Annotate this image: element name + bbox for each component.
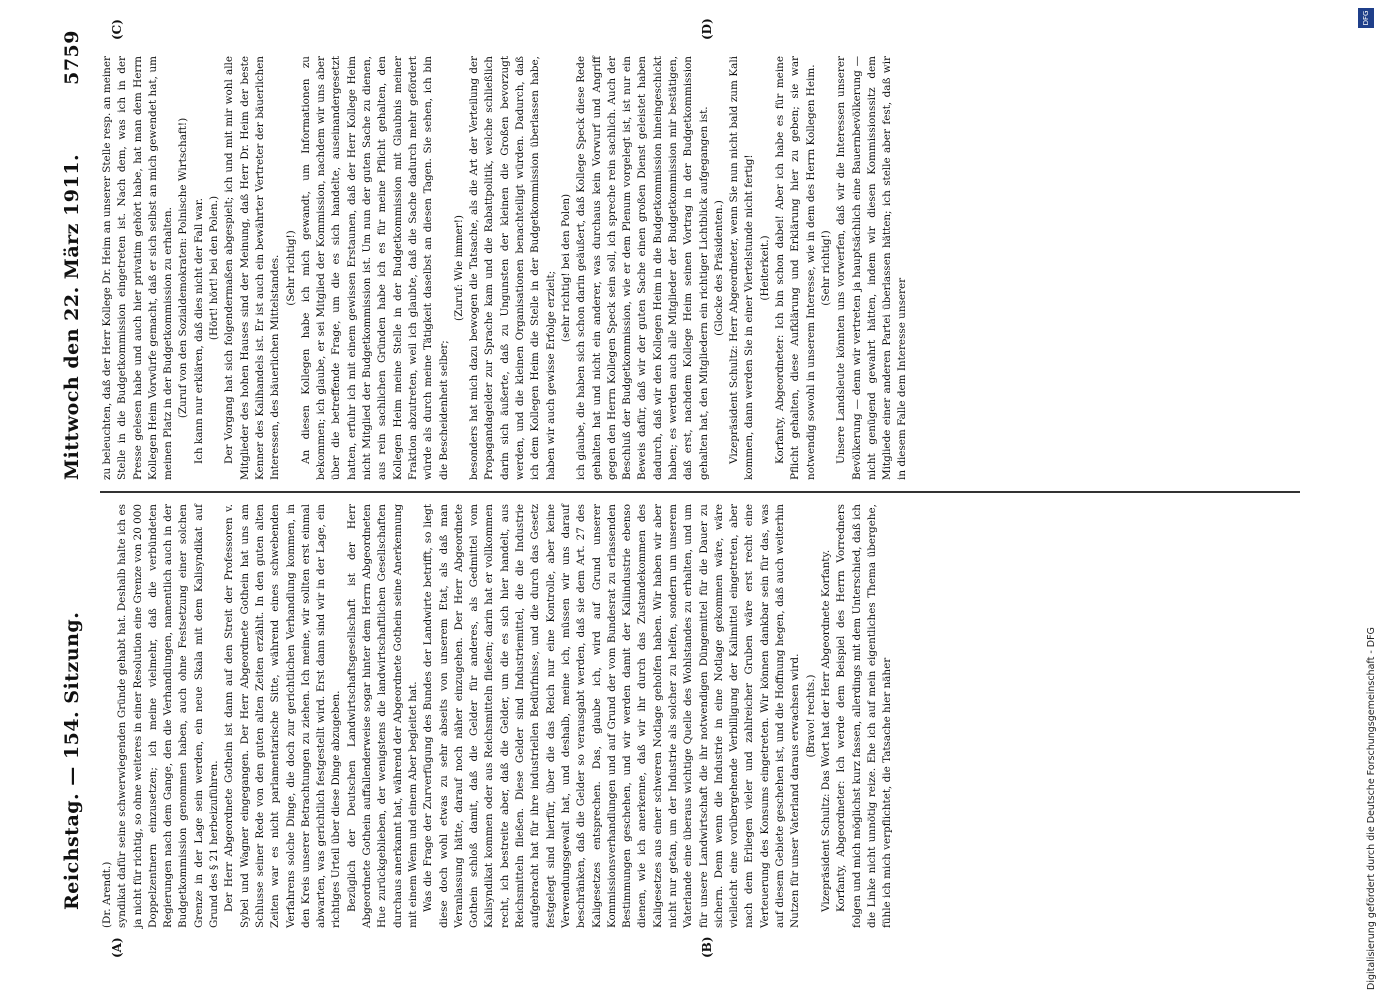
right-column: [100, 56, 911, 480]
paragraph: Bezüglich der Deutschen Landwirtschaftsgesellschaft ist der Herr Abgeordnete Gothein auffallenderweise sogar hinter dem Herrn Abgeordneten Hue zurückgeblieben, der wenigstens die landwirtschaftlichen Gesellschaften durchaus anerkannt hat, während der Abgeordnete Gothein seine Anerkennung mit einem Wenn und einem Aber begleitet hat.: [345, 504, 419, 928]
page-number: 5759: [61, 30, 83, 85]
president-remark: Vizepräsident Schultz: Das Wort hat der Herr Abgeordnete Korfanty.: [819, 549, 832, 912]
dfg-logo: DFG: [1358, 8, 1374, 28]
paragraph: syndikat dafür seine schwerwiegenden Gründe gehabt hat. Deshalb halte ich es ja nicht für richtig, so ohne weiteres in einer Resolution eine Grenze von 20 000 Doppelzentnern einzusetzen; ich meine vielmehr, daß die verbündeten Regierungen nach dem Gange, den die Verhandlungen, namentlich auch in der Budgetkommission genommen haben, auch ohne Festsetzung einer solchen Grenze in der Lage sein werden, ein neue Skala mit dem Kalisyndikat auf Grund des § 21 herbeizuführen.: [116, 504, 221, 928]
digitization-credit: Digitalisierung gefördert durch die Deutsche Forschungsgemeinschaft - DFG: [1366, 627, 1377, 990]
interjection: (Sehr richtig!): [819, 230, 832, 306]
header-left: Reichstag. — 154. Sitzung.: [61, 611, 83, 910]
paragraph: An diesen Kollegen habe ich mich gewandt, um Informationen zu bekommen; ich glaube, er sei Mitglied der Kommission, nachdem wir uns aber über die betreffende Frage, um die es sich handelte, auseinandergesetzt hatten, erfuhr ich mit einem gewissen Erstaunen, daß der Herr Kollege Heim nicht Mitglied der Budgetkommission ist. Um nun der guten Sache zu dienen, aus rein sachlichen Gründen habe ich es für meine Pflicht gehalten, den Kollegen Heim meine Stelle in der Budgetkommission mit Glaubnis meiner Fraktion abzutreten, weil ich glaubte, daß die Sache dadurch mehr gefördert würde als durch meine Tätigkeit daselbst an diesen Tagen. Sie sehen, ich bin die Bescheidenheit selber;: [299, 56, 450, 480]
paragraph: ich glaube, die haben sich schon darin geäußert, daß Kollege Speck diese Rede gehalten hat und nicht ein anderer, was durchaus kein Vorwurf und Angriff gegen den Herrn Kollegen Speck sein soll, ich spreche rein sachlich. Auch der Beschluß der Budgetkommission, wie er dem Plenum vorgelegt ist, ist nur ein Beweis dafür, daß wir der guten Sache einen großen Dienst geleistet haben dadurch, daß wir den Kollegen Heim in die Budgetkommission hineingeschickt haben; es werden auch alle Mitglieder der Budgetkommission mir bestätigen, daß erst, nachdem Kollege Heim seinen Vortrag in der Budgetkommission gehalten hat, den Mitgliedern ein richtiger Lichtblick aufgegangen ist.: [575, 56, 710, 480]
margin-mark-a: (A): [110, 937, 124, 958]
paragraph: besonders hat mich dazu bewogen die Tatsache, als die Art der Verteilung der Propagandagelder zur Sprache kam und die Rabattpolitik, welche schließlich darin sich äußerte, daß zu Ungunsten der kleinen die Großen bevorzugt werden, und die kleinen Organisationen benachteiligt würden. Dadurch, daß ich dem Kollegen Heim die Stelle in der Budgetkommission überlassen habe, haben wir auch gewisse Erfolge erzielt;: [468, 56, 557, 480]
margin-mark-d: (D): [700, 18, 714, 40]
interjection: (Heiterkeit.): [758, 235, 771, 301]
speaker-tag: (Dr. Arendt.): [101, 861, 113, 928]
paragraph: Unsere Landsleute könnten uns vorwerfen, daß wir die Interessen unserer Bevölkerung — denn wir vertreten ja hauptsächlich eine Bauernbevölkerung — nicht genügend gewahrt hätten, indem wir diesen Kommissionssitz dem Mitgliede einer anderen Partei überlassen hätten; ich stelle aber fest, daß wir in diesem Falle dem Interesse unserer: [835, 56, 909, 480]
speech-korfanty: Korfanty, Abgeordneter: Ich bin schon dabei! Aber ich habe es für meine Pflicht gehalten, diese Aufklärung und Erklärung hier zu geben; sie war notwendig sowohl in unserem Interesse, wie in dem des Herrn Kollegen Heim.: [774, 56, 817, 480]
interjection: (Sehr richtig!): [284, 230, 297, 306]
margin-mark-b: (B): [700, 936, 714, 958]
margin-mark-c: (C): [110, 19, 124, 40]
president-remark: Vizepräsident Schultz: Herr Abgeordneter, wenn Sie nun nicht bald zum Kali kommen, dann werden Sie in einer Viertelstunde nicht fertig!: [728, 56, 756, 480]
interjection: (Bravo! rechts.): [804, 674, 817, 758]
left-column: [100, 504, 895, 928]
interjection: (Hört! hört! bei den Polen.): [208, 195, 221, 341]
interjection: (Glocke des Präsidenten.): [712, 200, 725, 336]
paragraph: Der Vorgang hat sich folgendermaßen abgespielt; ich und mit mir wohl alle Mitglieder des hohen Hauses sind der Meinung, daß Herr Dr. Heim der beste Kenner des Kalihandels ist. Er ist auch ein bewährter Vertreter der bäuerlichen Interessen, des bäuerlichen Mittelstandes.: [223, 56, 282, 480]
interjection: (sehr richtig! bei den Polen): [559, 193, 572, 343]
interjection: (Zuruf: Wie immer!): [452, 215, 465, 321]
paragraph: Ich kann nur erklären, daß dies nicht der Fall war.: [192, 198, 205, 464]
header-center: Mittwoch den 22. März 1911.: [61, 153, 83, 480]
speech-korfanty: Korfanty, Abgeordneter: Ich werde dem Beispiel des Herrn Vorredners folgen und mich möglichst kurz fassen, allerdings mit dem Unterschied, daß ich die Linke nicht unnötig reize. Ehe ich auf mein eigentliches Thema übergehe, fühle ich mich verpflichtet, die Tatsache hier näher: [835, 504, 894, 928]
paragraph: Was die Frage der Zurverfügung des Bundes der Landwirte betrifft, so liegt diese doch wohl etwas zu sehr abseits von unserem Etat, als daß man Veranlassung hätte, darauf noch näher einzugehen. Der Herr Abgeordnete Gothein schloß damit, daß die Gelder für anderes, als Gedmittel vom Kalisyndikat kommen oder aus Reichsmitteln fließen; darin hat er vollkommen recht, ich bestreite aber, daß die Gelder, um die es sich hier handelt, aus Reichsmitteln fließen. Diese Gelder sind Industriemittel, die die Industrie aufgebracht hat für ihre industriellen Bedürfnisse, und die durch das Gesetz festgelegt sind hierfür, über die das Reich nur eine Kontrolle, aber keine Verwendungsgewalt hat, und deshalb, meine ich, müssen wir uns darauf beschränken, daß die Gelder so verausgabt werden, daß sie dem Art. 27 des Kaligesetzes entsprechen. Das, glaube ich, wird auf Grund unserer Kommissionsverhandlungen und auf Grund der vom Bundesrat zu erlassenden Bestimmungen geschehen, und wir werden damit der Kaliindustrie ebenso dienen, wie ich anerkenne, daß wir ihr durch das Zustandekommen des Kaligesetzes aus einer schweren Notlage geholfen haben. Wir haben wir aber nicht nur getan, um der Industrie als solcher zu helfen, sondern um unserem Vaterlande eine überaus wichtige Quelle des Wohlstandes zu erhalten, und um für unsere Landwirtschaft die ihr notwendigen Düngemittel für die Dauer zu sichern. Denn wenn die Industrie in eine Notlage gekommen wäre, wäre vielleicht eine vorübergehende Verbilligung der Kalimittel eingetreten, aber nach dem Erliegen vieler und zahlreicher Gruben wäre erst recht eine Verteuerung des Konsums eingetreten. Wir können dankbar sein für das, was auf diesem Gebiete geschehen ist, und die Hoffnung hegen, daß auch weiterhin Nutzen für unser Vaterland daraus erwachsen wird.: [422, 504, 802, 928]
paragraph: Der Herr Abgeordnete Gothein ist dann auf den Streit der Professoren v. Sybel und Wagner eingegangen. Der Herr Abgeordnete Gothein hat uns am Schlusse seiner Rede von den guten alten Zeiten erzählt. In den guten alten Zeiten war es nicht parlamentarische Sitte, während eines schwebenden Verfahrens solche Dinge, die doch zur gerichtlichen Verhandlung kommen, in den Kreis unserer Betrachtungen zu ziehen. Ich meine, wir sollten erst einmal abwarten, was gerichtlich festgestellt wird. Erst dann sind wir in der Lage, ein richtiges Urteil über diese Dinge abzugeben.: [223, 504, 343, 928]
column-divider: [100, 491, 1300, 493]
interjection: (Zuruf von den Sozialdemokraten: Polnische Wirtschaft!): [177, 117, 190, 419]
paragraph: zu beleuchten, daß der Herr Kollege Dr. Heim an unserer Stelle resp. an meiner Stelle in die Budgetkommission eingetreten ist. Nach dem, was ich in der Presse gelesen habe und auch hier privatim gehört habe, hat man dem Herrn Kollegen Heim Vorwürfe gemacht, daß er sich selbst an mich gewendet hat, um meinen Platz in der Budgetkommission zu erhalten.: [101, 56, 175, 480]
